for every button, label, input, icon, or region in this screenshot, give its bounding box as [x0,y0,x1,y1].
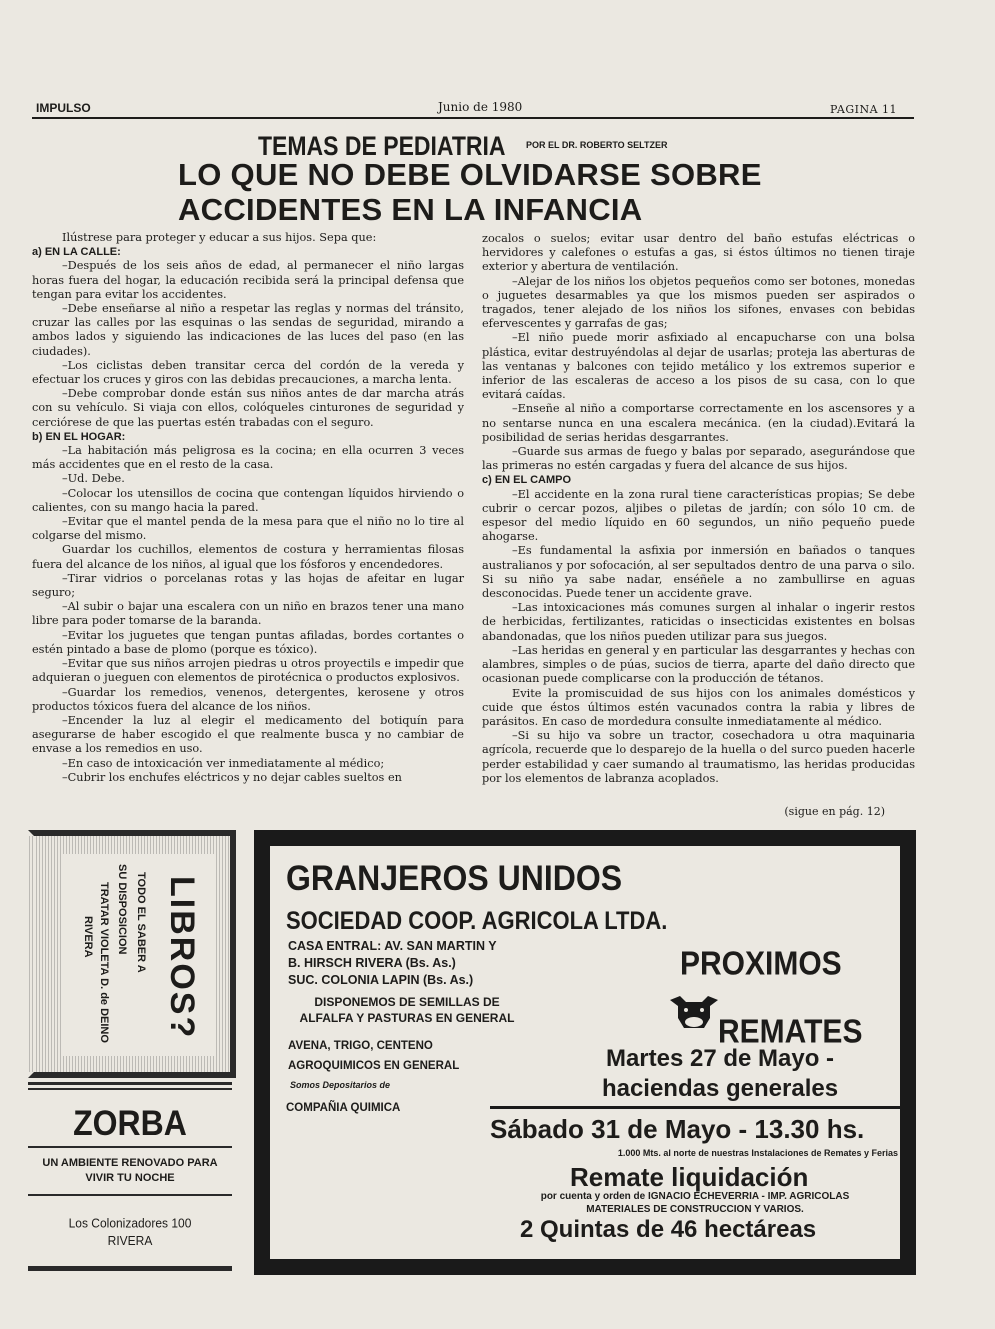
paragraph: –Es fundamental la asfixia por inmersión en bañados o tanques australianos y por sofocación, al ser sepultados dentro de una parva o silo. Si su niño ya sabe nadar, enséñele a no zambullirse en aguas desconocidas. Puede tener un accidente grave. [482,544,915,601]
subheading: a) EN LA CALLE: [32,246,121,259]
header-rule [32,117,914,119]
paragraph: Ilústrese para proteger y educar a sus hijos. Sepa que: [62,231,377,244]
article-column-1 [32,231,464,785]
libros-city: RIVERA [82,916,94,958]
libros-title: LIBROS? [163,876,201,1040]
subheading: b) EN EL HOGAR: [32,430,126,443]
divider [28,1082,232,1085]
page-number: PAGINA 11 [830,103,898,116]
section-kicker: TEMAS DE PEDIATRIA [258,131,506,161]
divider [28,1146,232,1148]
continued-note: (sigue en pág. 12) [784,805,885,818]
company-name: GRANJEROS UNIDOS [286,858,623,898]
paragraph: –Evitar que el mantel penda de la mesa para que el niño no lo tire al colgarse del mismo. [32,515,464,543]
granjeros-ad [254,830,916,1275]
company-type: SOCIEDAD COOP. AGRICOLA LTDA. [286,906,668,935]
libros-ad [28,830,236,1078]
details-line: MATERIALES DE CONSTRUCCION Y VARIOS. [586,1204,804,1215]
paragraph: –Colocar los utensillos de cocina que contengan líquidos hirviendo o calientes, con su mango hacia la pared. [32,486,464,514]
products-list [288,1036,459,1076]
remates-heading: REMATES [718,1014,863,1051]
paragraph: –Los ciclistas deben transitar cerca del cordón de la vereda y efectuar los cruces y giros con las debidas precauciones, a marcha lenta. [32,358,464,387]
article-column-2 [482,232,915,786]
address-line: B. HIRSCH RIVERA (Bs. As.) [288,956,456,970]
product-line: AGROQUIMICOS EN GENERAL [288,1060,460,1072]
liquidation-heading: Remate liquidación [570,1162,809,1192]
paragraph: –Evitar los juguetes que tengan puntas afiladas, bordes cortantes o estén pintado a base de plomo (porque es tóxico). [32,628,464,656]
depositarios-note: Somos Depositarios de [290,1080,391,1090]
divider [28,1266,232,1271]
paragraph: –Las heridas en general y en particular las desgarrantes y hechas con alambres, simples o de púas, sucios de tierra, aparte del daño directo que ocasionan puede complicarse con la producción de tétanos. [482,643,915,686]
paragraph: –Encender la luz al elegir el medicamento del botiquín para asegurarse de haber escogido el que realmente busca y no cambiar de envase a los remedios en uso. [32,713,464,756]
seeds-line: ALFALFA Y PASTURAS EN GENERAL [299,1011,515,1025]
headline: LO QUE NO DEBE OLVIDARSE SOBRE ACCIDENTES EN LA INFANCIA [178,157,762,227]
issue-date: Junio de 1980 [438,100,523,114]
auction-date-2: Sábado 31 de Mayo - 13.30 hs. [490,1114,865,1144]
zorba-address [28,1214,232,1249]
libros-line [98,882,110,1043]
paragraph: –Alejar de los niños los objetos pequeños como ser botones, monedas o juguetes desarmables ya que los mismos pueden ser aspirados o tragados, tener alejado de los niños los sifones, envases con bebidas efervescentes y garrafas de gas; [482,274,915,331]
paragraph: –Enseñe al niño a comportarse correctamente en los ascensores y a no sentarse nunca en una escalera mecánica. (en la ciudad).Evitará la posibilidad de serias heridas desgarrantes. [482,402,915,444]
paragraph: –Si su hijo va sobre un tractor, cosechadora u otra maquinaria agrícola, recuerde que lo desparejo de la huella o del surco pueden hacerle perder estabilidad y caer sumando al traumatismo, las heridas producidas por los elementos de labranza acoplados. [482,729,916,785]
libros-line [134,872,147,973]
publication-name: IMPULSO [36,101,91,115]
address-line: CASA ENTRAL: AV. SAN MARTIN Y [288,939,497,953]
libros-line-1: TODO EL SABER A [135,872,147,973]
libros-line: SU DISPOSICION [116,864,128,955]
quintas-offer: 2 Quintas de 46 hectáreas [520,1216,817,1243]
divider [28,1088,232,1090]
address-line: SUC. COLONIA LAPIN (Bs. As.) [288,973,474,987]
paragraph: –Tirar vidrios o porcelanas rotas y las hojas de afeitar en lugar seguro; [32,571,464,600]
product-line: AVENA, TRIGO, CENTENO [288,1040,433,1052]
paragraph: –Debe enseñarse al niño a respetar las reglas y normas del tránsito, cruzar las calles por las esquinas o las sendas de seguridad, mirando a ambos lados y siguiendo las indicaciones de las luces del paso (en las ciudades). [32,302,464,358]
zorba-street: Los Colonizadores 100 [68,1215,192,1231]
zorba-name: ZORBA [73,1103,187,1143]
paragraph: –Ud. Debe. [62,472,125,486]
paragraph: –Al subir o bajar una escalera con un niño en brazos tener una mano libre para poder tomarse de la baranda. [32,600,464,628]
paragraph: –Después de los seis años de edad, al permanecer el niño largas horas fuera del hogar, la educación recibida será la principal defensa que tengan para evitar los accidentes. [32,259,464,301]
auction-date-1: Martes 27 de Mayo - haciendas generales [601,1045,839,1102]
paragraph: –En caso de intoxicación ver inmediatamente al médico; [62,756,385,770]
paragraph: –El accidente en la zona rural tiene características propias; Se debe cubrir o cercar pozos, aljibes o piletas de jardín; con sólo 10 cm. de espesor del medio líquido en 60 segundos, un niño pequeño puede ahogarse. [482,487,915,544]
granjeros-ad-panel [270,846,900,1259]
seeds-line: DISPONEMOS DE SEMILLAS DE [314,995,500,1009]
paragraph: –La habitación más peligrosa es la cocina; en ella ocurren 3 veces más accidentes que en el resto de la casa. [32,444,464,472]
divider [28,1194,232,1196]
zorba-tagline: UN AMBIENTE RENOVADO PARA VIVIR TU NOCHE [42,1157,218,1184]
zorba-city: RIVERA [107,1233,153,1249]
paragraph: –Guardar los remedios, venenos, detergentes, kerosene y otros productos tóxicos fuera del alcance de los niños. [32,685,464,713]
company-partner: COMPAÑIA QUIMICA [286,1102,401,1114]
paragraph: –El niño puede morir asfixiado al encapucharse con una bolsa plástica, evitar destruyéndolas al dejar de usarlas; proteja las aberturas de las ventanas y balcones con tejido metálico y los extremos superior e inferior de las escaleras de acceso a los pisos de su casa, con lo que evitará caídas. [482,331,915,402]
paragraph: –Cubrir los enchufes eléctricos y no dejar cables sueltos en [62,770,402,784]
seeds-offer [292,994,522,1026]
paragraph: –Debe comprobar donde están sus niños antes de dar marcha atrás con su vehículo. Si viaja con ellos, colóqueles cinturones de seguridad y cerciórese de que las puertas estén trabadas con el seguro. [32,387,464,429]
proximos-heading: PROXIMOS [680,946,842,983]
auction-location: 1.000 Mts. al norte de nuestras Instalaciones de Remates y Ferias [617,1148,898,1158]
paragraph: –Evitar que sus niños arrojen piedras u otros proyectils e impedir que adquieran o jueguen con elementos de pirotécnica o productos explosivos. [32,657,464,685]
paragraph: –Guarde sus armas de fuego y balas por separado, asegurándose que las primeras no estén cargadas y fuera del alcance de sus hijos. [482,445,915,473]
details-line: por cuenta y orden de IGNACIO ECHEVERRIA - IMP. AGRICOLAS [540,1191,850,1202]
libros-contact: TRATAR VIOLETA D. de DEINO [98,882,110,1043]
byline: POR EL DR. ROBERTO SELTZER [526,140,668,150]
ad-divider [490,1106,902,1109]
company-address [288,938,497,989]
liquidation-details [490,1190,900,1216]
paragraph: zocalos o suelos; evitar usar dentro del baño estufas eléctricas o hervidores y calefones o estufas a gas, si éstos últimos no tienen tiraje exterior y abertura de ventilación. [482,232,915,274]
cow-head-icon [666,992,722,1032]
paragraph: Evite la promiscuidad de sus hijos con los animales domésticos y cuide que éstos últimos estén vacunados contra la rabia y libres de parásitos. En caso de mordedura consulte inmediatamente al médico. [482,686,915,728]
paragraph: –Las intoxicaciones más comunes surgen al inhalar o ingerir restos de herbicidas, fertilizantes, raticidas o insecticidas existentes en bolsas abandonadas, que los niños pueden utilizar para sus juegos. [482,601,915,643]
subheading: c) EN EL CAMPO [482,474,572,487]
paragraph: Guardar los cuchillos, elementos de costura y herramientas filosas fuera del alcance de los niños, al igual que los fósforos y encendedores. [32,543,464,571]
